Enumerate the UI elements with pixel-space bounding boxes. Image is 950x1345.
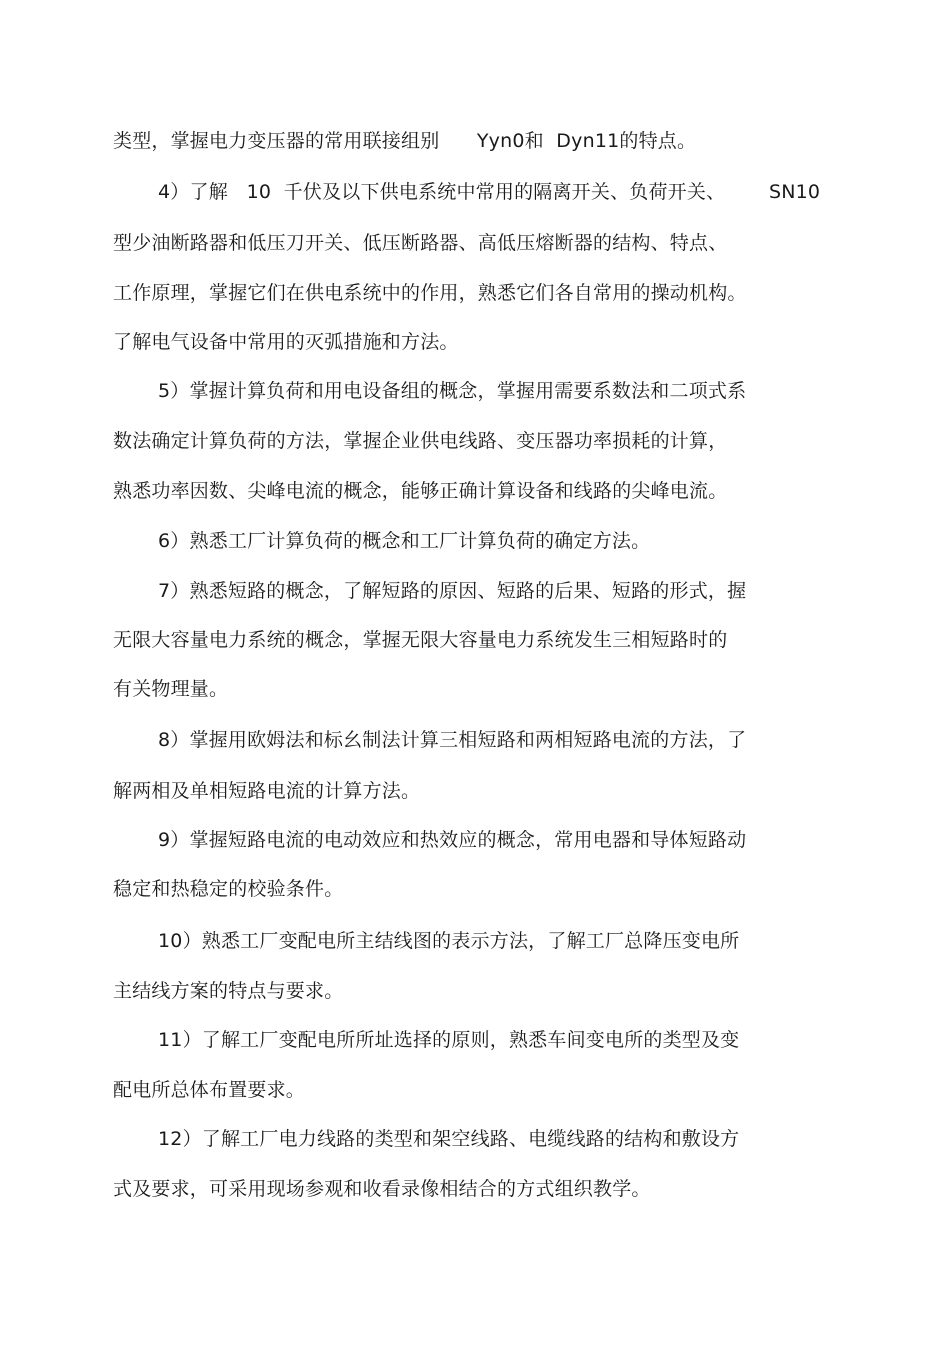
text-line: 数法确定计算负荷的方法，掌握企业供电线路、变压器功率损耗的计算， xyxy=(113,430,728,452)
text-line: 7）熟悉短路的概念，了解短路的原因、短路的后果、短路的形式，握 xyxy=(158,580,747,602)
text-line: 8）掌握用欧姆法和标幺制法计算三相短路和两相短路电流的方法，了 xyxy=(158,729,747,751)
text-line: 型少油断路器和低压刀开关、低压断路器、高低压熔断器的结构、特点、 xyxy=(113,232,728,254)
text-line: 9）掌握短路电流的电动效应和热效应的概念，常用电器和导体短路动 xyxy=(158,829,747,851)
text-line: 5）掌握计算负荷和用电设备组的概念，掌握用需要系数法和二项式系 xyxy=(158,380,747,402)
text-line: 12）了解工厂电力线路的类型和架空线路、电缆线路的结构和敷设方 xyxy=(158,1128,740,1150)
text-line: 稳定和热稳定的校验条件。 xyxy=(113,878,344,900)
text-line: 配电所总体布置要求。 xyxy=(113,1079,306,1101)
text-line: 熟悉功率因数、尖峰电流的概念，能够正确计算设备和线路的尖峰电流。 xyxy=(113,480,728,502)
text-line: 11）了解工厂变配电所所址选择的原则，熟悉车间变电所的类型及变 xyxy=(158,1029,740,1051)
text-line: 了解电气设备中常用的灭弧措施和方法。 xyxy=(113,331,459,353)
text-line: 工作原理，掌握它们在供电系统中的作用，熟悉它们各自常用的操动机构。 xyxy=(113,282,747,304)
text-line: 10）熟悉工厂变配电所主结线图的表示方法，了解工厂总降压变电所 xyxy=(158,930,740,952)
text-line: 4）了解 10 千伏及以下供电系统中常用的隔离开关、负荷开关、 SN10 xyxy=(158,181,821,203)
text-line: 6）熟悉工厂计算负荷的概念和工厂计算负荷的确定方法。 xyxy=(158,530,651,552)
text-line: 类型，掌握电力变压器的常用联接组别 Yyn0和 Dyn11的特点。 xyxy=(113,130,697,152)
text-line: 有关物理量。 xyxy=(113,678,229,700)
text-line: 解两相及单相短路电流的计算方法。 xyxy=(113,780,421,802)
text-line: 式及要求，可采用现场参观和收看录像相结合的方式组织教学。 xyxy=(113,1178,651,1200)
text-line: 无限大容量电力系统的概念，掌握无限大容量电力系统发生三相短路时的 xyxy=(113,629,728,651)
text-line: 主结线方案的特点与要求。 xyxy=(113,980,344,1002)
